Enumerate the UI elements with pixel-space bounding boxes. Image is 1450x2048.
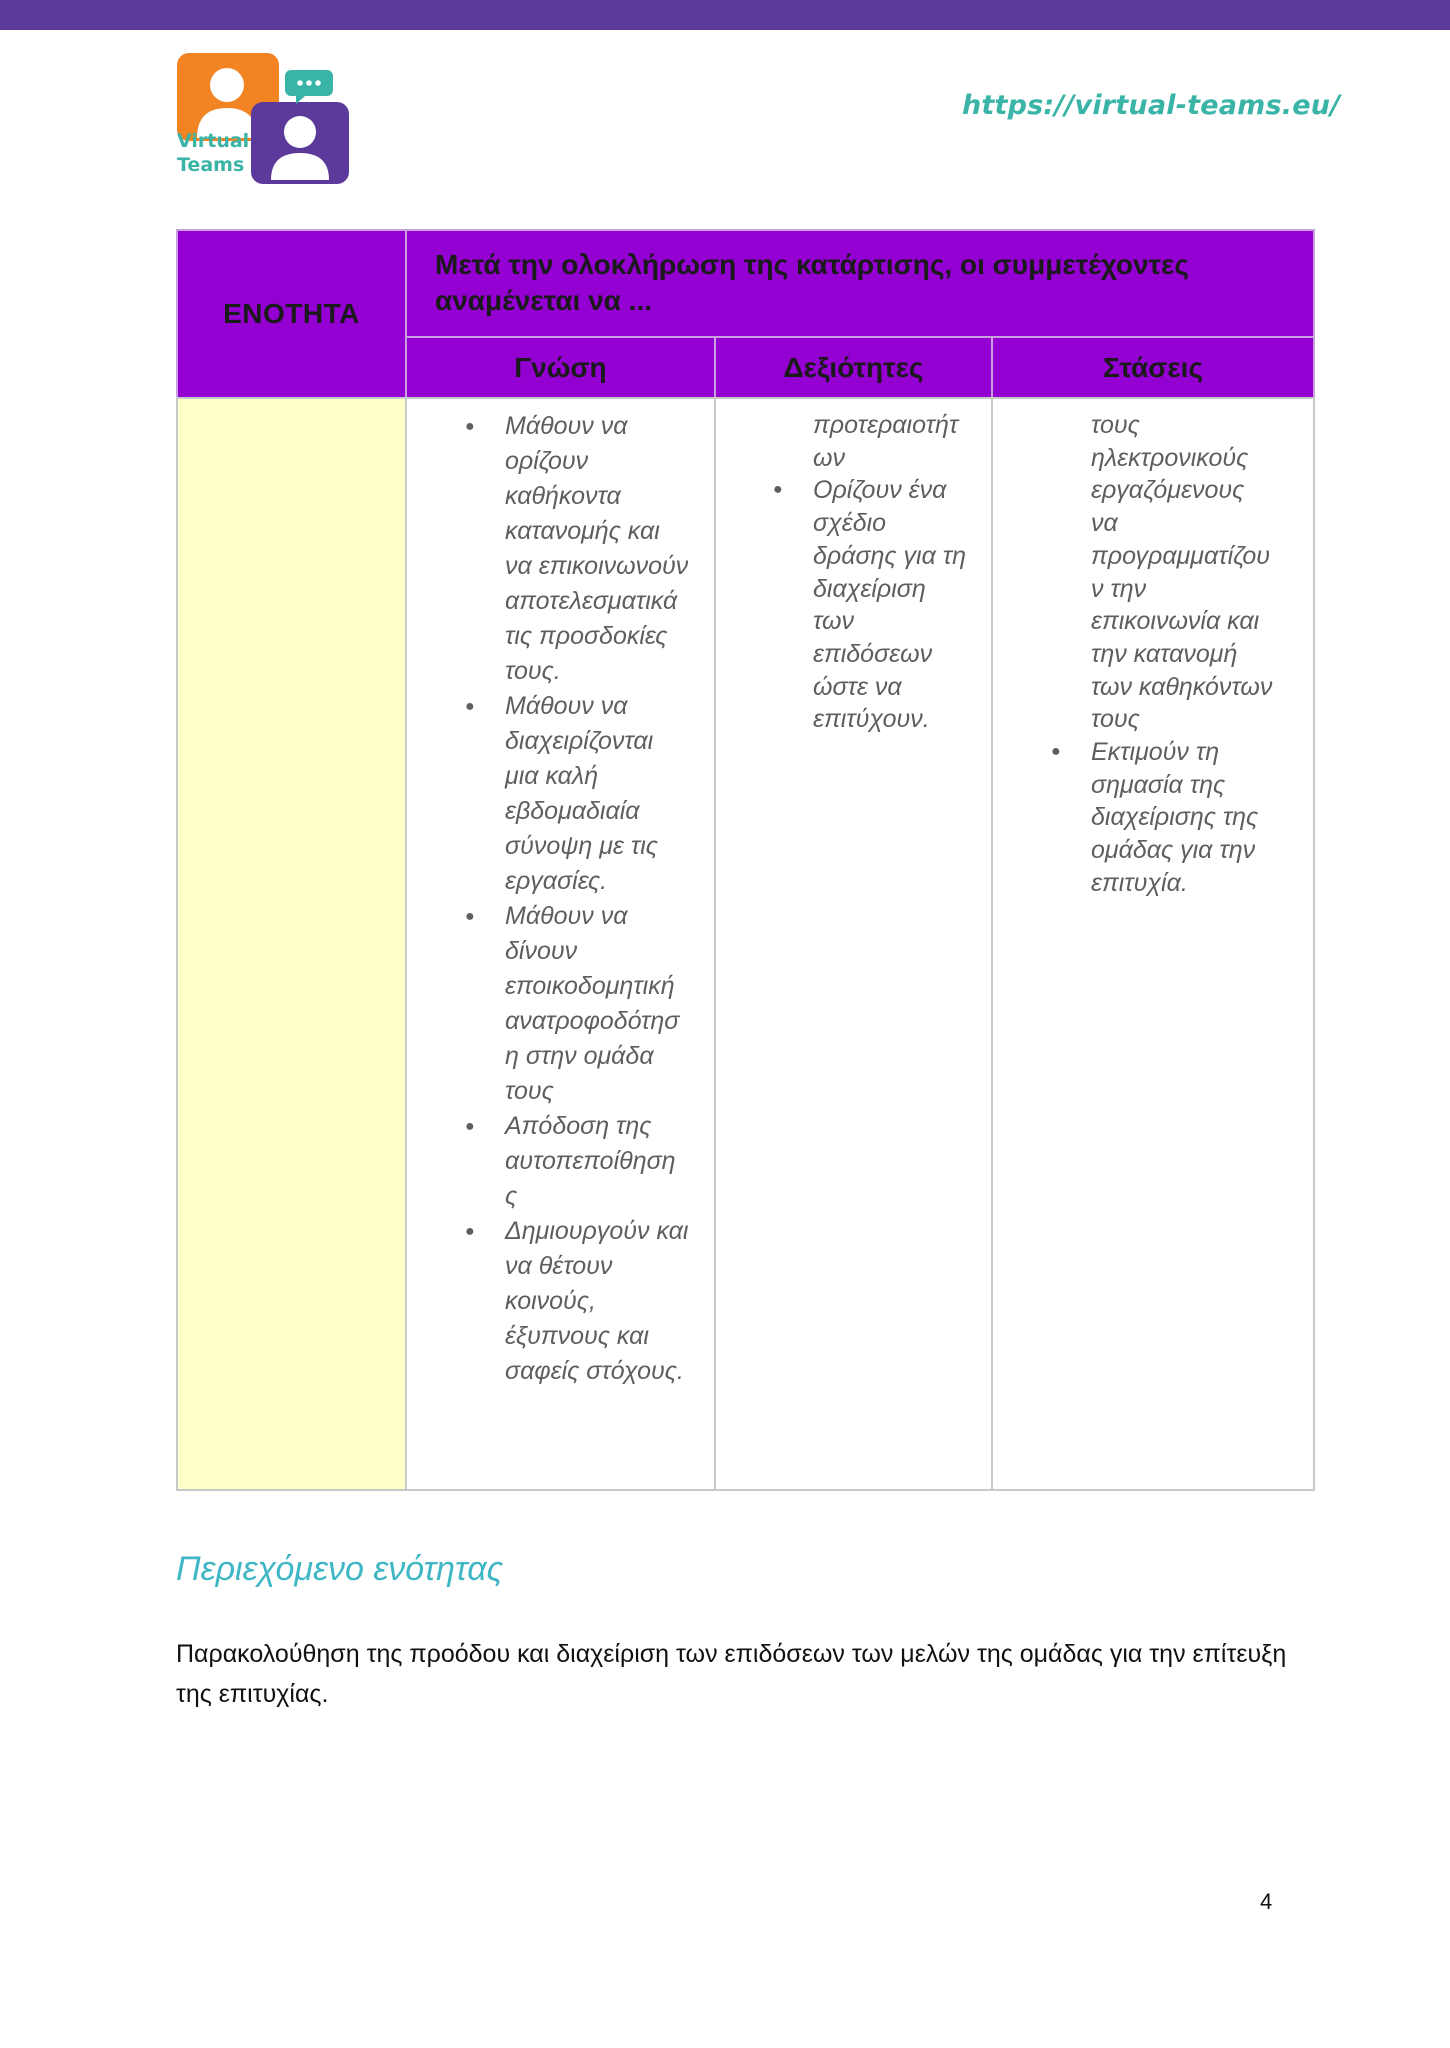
text-line: η στην ομάδα — [505, 1042, 654, 1070]
text-line: σαφείς στόχους. — [505, 1357, 684, 1385]
chat-dot-icon — [297, 80, 303, 86]
text-line: εβδομαδιαία — [505, 797, 640, 825]
section-paragraph: Παρακολούθηση της προόδου και διαχείριση των επιδόσεων των μελών της ομάδας για την επίτευξη της επιτυχίας. — [176, 1640, 1287, 1708]
virtual-teams-logo — [175, 50, 365, 190]
text-line: επιδόσεων — [813, 639, 933, 668]
bullet-line: ● Απόδοση της — [505, 1109, 725, 1144]
text-line: των — [813, 607, 854, 636]
skills-header-label: Δεξιότητες — [783, 351, 924, 383]
text-line: ορίζουν — [505, 447, 589, 475]
outcomes-intro-label: Μετά την ολοκλήρωση της κατάρτισης, οι συμμετέχοντες αναμένεται να ... — [435, 249, 1189, 316]
text-line: αποτελεσματικά — [505, 587, 678, 615]
text-line: διαχείριση — [813, 574, 926, 603]
text-line: ομάδας για την — [1091, 836, 1256, 865]
text-line: διαχείρισης της — [1091, 803, 1259, 832]
text-line: ν την — [1091, 574, 1147, 603]
module-header-label: ΕΝΟΤΗΤΑ — [223, 298, 360, 329]
text-line: σημασία της — [1091, 770, 1226, 799]
outcomes-intro-header-cell — [405, 229, 1315, 338]
text-line: εποικοδομητική — [505, 972, 675, 1000]
section-heading: Περιεχόμενο ενότητας — [176, 1550, 504, 1588]
attitudes-header-cell — [991, 336, 1315, 399]
bullet-line: ● Δημιουργούν και — [505, 1214, 725, 1249]
text-line: επικοινωνία και — [1091, 607, 1260, 636]
attitudes-header-label: Στάσεις — [1102, 351, 1204, 383]
bullet-line: ● Μάθουν να — [505, 899, 725, 934]
text-line: τις προσδοκίες — [505, 622, 668, 650]
chat-dot-icon — [306, 80, 312, 86]
bullet-line: ● Εκτιμούν τη — [1091, 736, 1296, 769]
text-line: ων — [813, 443, 845, 472]
logo-text-virtual: Virtual — [177, 130, 250, 152]
text-line: κοινούς, — [505, 1287, 596, 1315]
top-color-bar — [0, 0, 1450, 30]
logo-text-teams: Teams — [177, 154, 245, 176]
knowledge-header-cell — [405, 336, 716, 399]
knowledge-list — [505, 409, 725, 1389]
skills-header-cell — [714, 336, 993, 399]
bullet-line: ● Μάθουν να — [505, 689, 725, 724]
site-url[interactable]: https://virtual-teams.eu/ — [962, 90, 1341, 121]
chat-bubble-icon — [285, 70, 333, 104]
text-line: δίνουν — [505, 937, 578, 965]
text-line: δράσης για τη — [813, 541, 967, 570]
chat-dot-icon — [315, 80, 321, 86]
text-line: την κατανομή — [1091, 639, 1238, 668]
text-line: ηλεκτρονικούς — [1091, 443, 1249, 472]
bullet-line: ● Μάθουν να — [505, 409, 725, 444]
text-line: διαχειρίζονται — [505, 727, 654, 755]
text-line: τους. — [505, 657, 561, 685]
text-line: ανατροφοδότησ — [505, 1007, 680, 1035]
text-line: ώστε να — [813, 672, 902, 701]
text-line: να θέτουν — [505, 1252, 613, 1280]
text-line: προγραμματίζου — [1091, 541, 1271, 570]
text-line: επιτύχουν. — [813, 705, 930, 734]
module-body-cell — [176, 397, 407, 1491]
text-line: μια καλή — [505, 762, 599, 790]
logo-purple-person-head — [284, 116, 316, 148]
bullet-line: ● Ορίζουν ένα — [813, 474, 993, 507]
text-line: να — [1091, 509, 1118, 538]
text-line: επιτυχία. — [1091, 868, 1188, 897]
text-line: ς — [505, 1182, 518, 1210]
text-line: σύνοψη με τις — [505, 832, 658, 860]
text-line: τους — [1091, 411, 1140, 439]
text-line: καθήκοντα — [505, 482, 621, 510]
knowledge-header-label: Γνώση — [514, 351, 607, 383]
text-line: έξυπνους και — [505, 1322, 649, 1350]
text-line: των καθηκόντων — [1091, 672, 1273, 701]
module-header-cell — [176, 229, 407, 399]
learning-outcomes-table — [176, 229, 1315, 1491]
text-line: εργασίες. — [505, 867, 608, 895]
text-line: τους — [1091, 705, 1140, 734]
skills-list — [813, 409, 993, 736]
text-line: αυτοπεποίθηση — [505, 1147, 676, 1175]
text-line: προτεραιοτήτ — [813, 411, 959, 439]
text-line: τους — [505, 1077, 554, 1105]
text-line: κατανομής και — [505, 517, 660, 545]
text-line: σχέδιο — [813, 509, 887, 538]
attitudes-list — [1091, 409, 1296, 900]
page-number: 4 — [1260, 1889, 1273, 1914]
logo-orange-person-head — [210, 68, 244, 102]
text-line: εργαζόμενους — [1091, 476, 1245, 505]
text-line: να επικοινωνούν — [505, 552, 689, 580]
